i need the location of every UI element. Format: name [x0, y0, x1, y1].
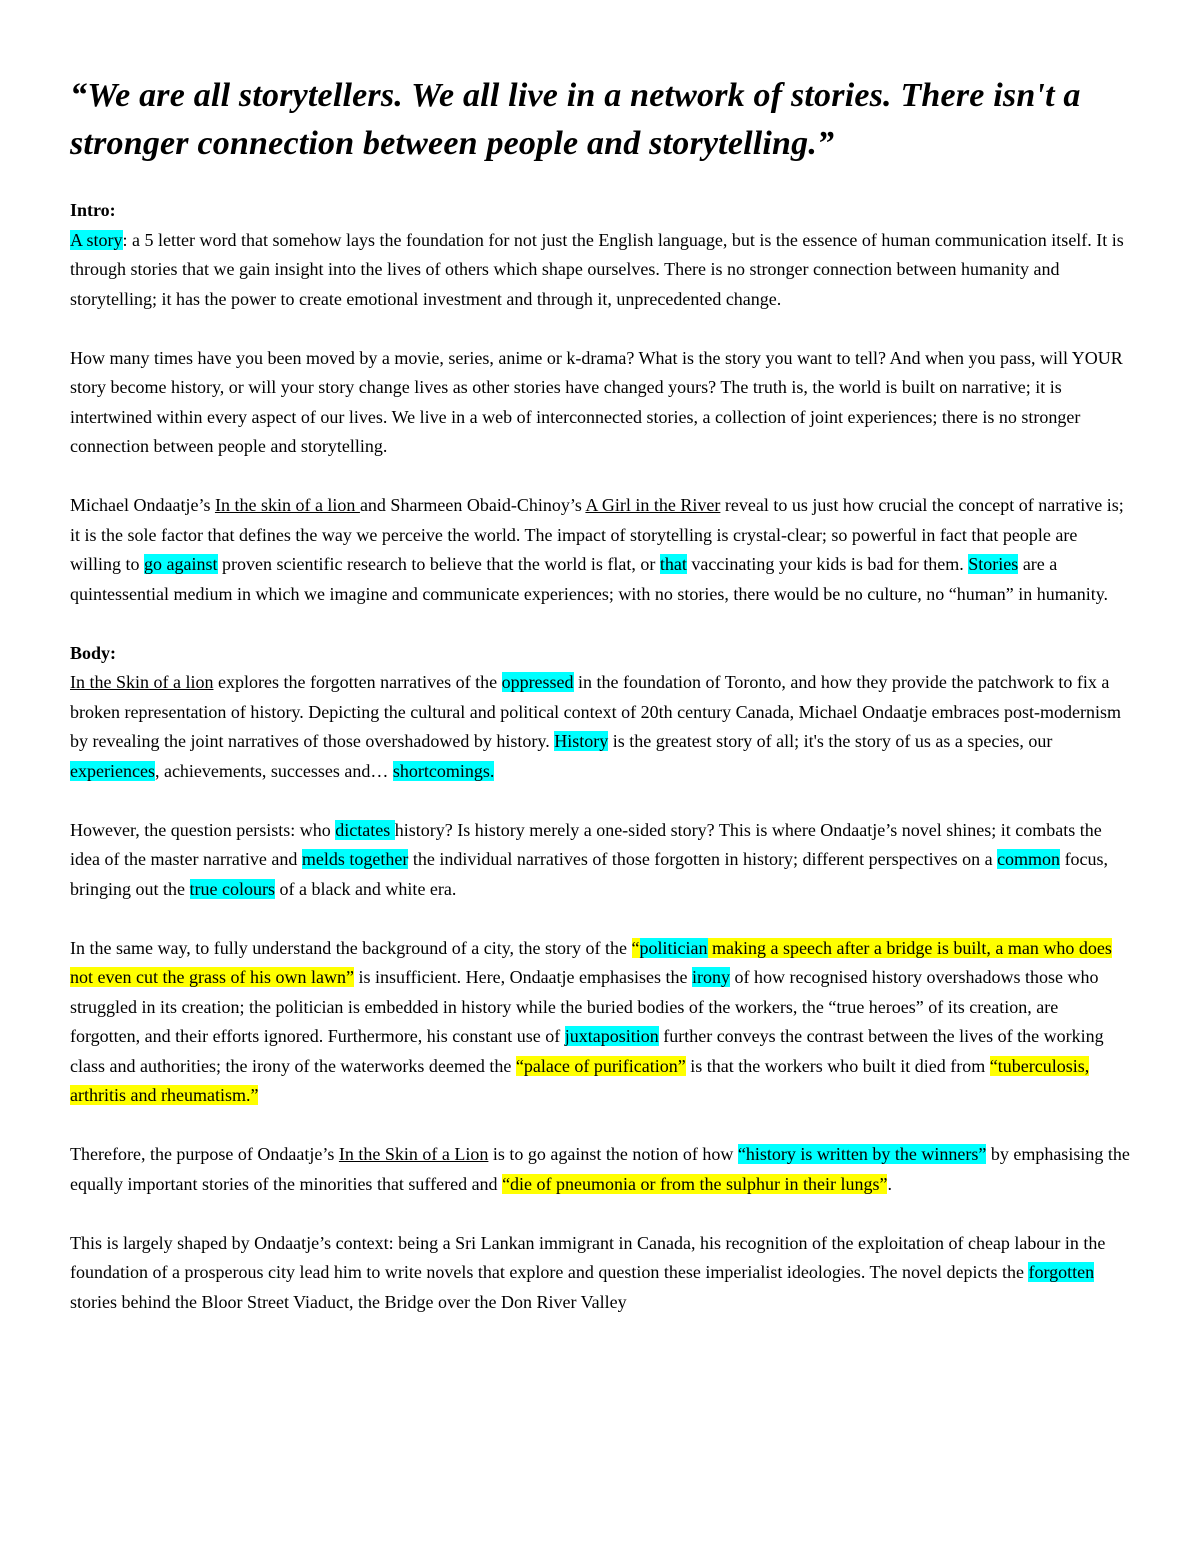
highlighted-text: experiences	[70, 760, 155, 781]
body-paragraph-2	[70, 816, 1130, 905]
text-run: focus, bringing out the	[70, 849, 1109, 899]
body-heading: Body:	[70, 642, 117, 663]
text-run: Therefore, the purpose of Ondaatje’s	[70, 1144, 339, 1164]
text-run: proven scientific research to believe that the world is flat, or	[217, 554, 660, 574]
text-run: is insufficient. Here, Ondaatje emphasises the	[353, 967, 693, 987]
highlighted-text: forgotten	[1028, 1262, 1095, 1282]
highlighted-text: common	[997, 849, 1061, 869]
body-paragraph-5	[70, 1229, 1130, 1318]
highlighted-quote: “	[631, 937, 640, 958]
text-run: of a black and white era.	[274, 878, 457, 899]
text-run: How many times have you been moved by a movie, series, anime or k-drama? What is the story you want to tell? And when you pass, will YOUR story become history, or will your story change lives as other stories have changed yours? The truth is, the world is built on narrative; it is intertwined within every aspect of our lives. We live in a web of interconnected stories, a collection of joint experiences; there is no stronger connection between people and storytelling.	[70, 347, 1123, 456]
text-run: stories behind the Bloor Street Viaduct, the Bridge over the Don River Valley	[70, 1291, 627, 1312]
text-run: the individual narratives of those forgotten in history; different perspectives on a	[408, 849, 998, 869]
highlighted-text: Stories	[968, 554, 1019, 574]
intro-paragraph-1	[70, 226, 1130, 315]
epigraph-quote: “We are all storytellers. We all live in a network of stories. There isn't a stronger connection between people and storytelling.”	[70, 77, 1081, 162]
text-run: .	[887, 1173, 892, 1194]
body-paragraph-3	[70, 934, 1130, 1111]
text-run: : a 5 letter word that somehow lays the foundation for not just the English language, but is the essence of human communication itself. It is through stories that we gain insight into the lives of others which shape ourselves. There is no stronger connection between humanity and storytelling; it has the power to create emotional investment and through it, unprecedented change.	[70, 229, 1124, 309]
underlined-title: In the Skin of a Lion	[338, 1144, 489, 1164]
text-run: This is largely shaped by Ondaatje’s context: being a Sri Lankan immigrant in Canada, his recognition of the exploitation of cheap labour in the foundation of a prosperous city lead him to write novels that explore and question these imperialist ideologies. The novel depicts the	[70, 1232, 1106, 1282]
text-run: by emphasising the equally important stories of the minorities that suffered and	[70, 1144, 1130, 1194]
text-run: , achievements, successes and…	[154, 760, 393, 781]
highlighted-quote: “tuberculosis, arthritis and rheumatism.”	[70, 1055, 1090, 1105]
text-run: is the greatest story of all; it's the story of us as a species, our	[608, 731, 1053, 751]
highlighted-text: History	[554, 731, 609, 751]
text-run: of how recognised history overshadows those who struggled in its creation; the politician is embedded in history while the buried bodies of the workers, the “true heroes” of its creation, are forgotten, and their efforts ignored. Furthermore, his constant use of	[70, 967, 1099, 1046]
highlighted-text: “history is written by the winners”	[737, 1144, 987, 1164]
text-run: in the foundation of Toronto, and how they provide the patchwork to fix a broken representation of history. Depicting the cultural and political context of 20th century Canada, Michael Ondaatje embraces post-modernism by revealing the joint narratives of those overshadowed by history.	[70, 672, 1121, 751]
text-run: explores the forgotten narratives of the	[213, 672, 502, 692]
highlighted-quote: making a speech after a bridge is built, a man who does not even cut the grass of his own lawn”	[70, 937, 1112, 987]
highlighted-quote: “die of pneumonia or from the sulphur in their lungs”	[502, 1173, 888, 1194]
highlighted-text: A story	[70, 229, 123, 250]
highlighted-text: politician	[639, 937, 708, 958]
highlighted-text: juxtaposition	[564, 1026, 659, 1046]
intro-heading: Intro:	[70, 200, 116, 220]
intro-paragraph-2	[70, 344, 1130, 462]
underlined-title: A Girl in the River	[585, 495, 721, 515]
text-run: vaccinating your kids is bad for them.	[686, 554, 969, 574]
text-run: history? Is history merely a one-sided story? This is where Ondaatje’s novel shines; it combats the idea of the master narrative and	[70, 819, 1102, 869]
text-run: further conveys the contrast between the lives of the working class and authorities; the irony of the waterworks deemed the	[70, 1026, 1104, 1076]
text-run: In the same way, to fully understand the background of a city, the story of the	[70, 937, 632, 958]
text-run: Michael Ondaatje’s	[70, 495, 215, 515]
text-run: are a quintessential medium in which we imagine and communicate experiences; with no stories, there would be no culture, no “human” in humanity.	[70, 554, 1109, 604]
text-run: reveal to us just how crucial the concept of narrative is; it is the sole factor that defines the way we perceive the world. The impact of storytelling is crystal-clear; so powerful in fact that people are willing to	[70, 495, 1124, 574]
highlighted-text: go against	[144, 554, 218, 574]
highlighted-text: irony	[692, 967, 731, 987]
intro-paragraph-3	[70, 491, 1130, 609]
text-run: and Sharmeen Obaid-Chinoy’s	[359, 495, 586, 515]
highlighted-text: shortcomings.	[392, 760, 495, 781]
highlighted-quote: “palace of purification”	[515, 1055, 686, 1076]
text-run: is that the workers who built it died from	[685, 1055, 990, 1076]
highlighted-text: that	[659, 554, 687, 574]
underlined-title: In the Skin of a lion	[70, 672, 214, 692]
body-paragraph-1	[70, 668, 1130, 786]
underlined-title: In the skin of a lion	[214, 495, 360, 515]
highlighted-text: true colours	[189, 878, 275, 899]
highlighted-text: oppressed	[501, 672, 574, 692]
text-run: However, the question persists: who	[70, 819, 336, 840]
text-run: is to go against the notion of how	[488, 1144, 738, 1164]
highlighted-text: dictates	[335, 819, 395, 840]
highlighted-text: melds together	[301, 849, 409, 869]
body-paragraph-4	[70, 1140, 1130, 1199]
